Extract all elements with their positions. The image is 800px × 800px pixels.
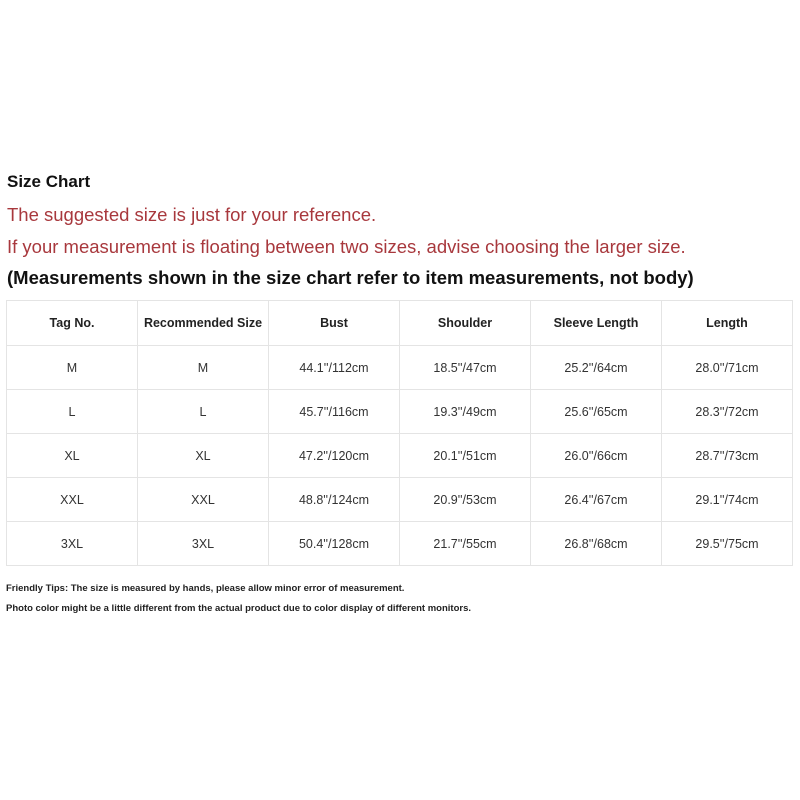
sizing-advice-note: If your measurement is floating between two sizes, advise choosing the larger size. [7, 236, 686, 257]
cell-sleeve-length: 26.0''/66cm [531, 434, 662, 478]
measurement-note: (Measurements shown in the size chart refer to item measurements, not body) [7, 267, 694, 288]
cell-tag-no: M [7, 346, 138, 390]
table-row [7, 522, 793, 566]
header-tag-no: Tag No. [7, 301, 138, 346]
cell-tag-no: 3XL [7, 522, 138, 566]
cell-sleeve-length: 25.2''/64cm [531, 346, 662, 390]
table-header-row [7, 301, 793, 346]
cell-bust: 50.4''/128cm [269, 522, 400, 566]
color-tip: Photo color might be a little different from the actual product due to color display of different monitors. [6, 603, 471, 614]
cell-shoulder: 18.5''/47cm [400, 346, 531, 390]
cell-recommended-size: XXL [138, 478, 269, 522]
table-row [7, 478, 793, 522]
size-chart-title: Size Chart [7, 172, 91, 191]
cell-bust: 47.2''/120cm [269, 434, 400, 478]
header-sleeve-length: Sleeve Length [531, 301, 662, 346]
cell-tag-no: L [7, 390, 138, 434]
header-bust: Bust [269, 301, 400, 346]
cell-shoulder: 20.1''/51cm [400, 434, 531, 478]
header-recommended-size: Recommended Size [138, 301, 269, 346]
cell-length: 28.3''/72cm [662, 390, 793, 434]
cell-bust: 48.8''/124cm [269, 478, 400, 522]
cell-recommended-size: L [138, 390, 269, 434]
table-row [7, 390, 793, 434]
cell-length: 28.0''/71cm [662, 346, 793, 390]
reference-note: The suggested size is just for your reference. [7, 204, 377, 225]
cell-sleeve-length: 25.6''/65cm [531, 390, 662, 434]
cell-length: 29.5''/75cm [662, 522, 793, 566]
cell-bust: 44.1''/112cm [269, 346, 400, 390]
cell-length: 28.7''/73cm [662, 434, 793, 478]
cell-length: 29.1''/74cm [662, 478, 793, 522]
friendly-tip: Friendly Tips: The size is measured by hands, please allow minor error of measurement. [6, 583, 405, 594]
cell-shoulder: 21.7''/55cm [400, 522, 531, 566]
cell-sleeve-length: 26.4''/67cm [531, 478, 662, 522]
cell-shoulder: 20.9''/53cm [400, 478, 531, 522]
cell-recommended-size: M [138, 346, 269, 390]
cell-recommended-size: XL [138, 434, 269, 478]
table-row [7, 434, 793, 478]
cell-tag-no: XL [7, 434, 138, 478]
cell-bust: 45.7''/116cm [269, 390, 400, 434]
cell-shoulder: 19.3''/49cm [400, 390, 531, 434]
header-length: Length [662, 301, 793, 346]
table-row [7, 346, 793, 390]
header-shoulder: Shoulder [400, 301, 531, 346]
cell-tag-no: XXL [7, 478, 138, 522]
cell-recommended-size: 3XL [138, 522, 269, 566]
size-table [6, 300, 793, 566]
cell-sleeve-length: 26.8''/68cm [531, 522, 662, 566]
